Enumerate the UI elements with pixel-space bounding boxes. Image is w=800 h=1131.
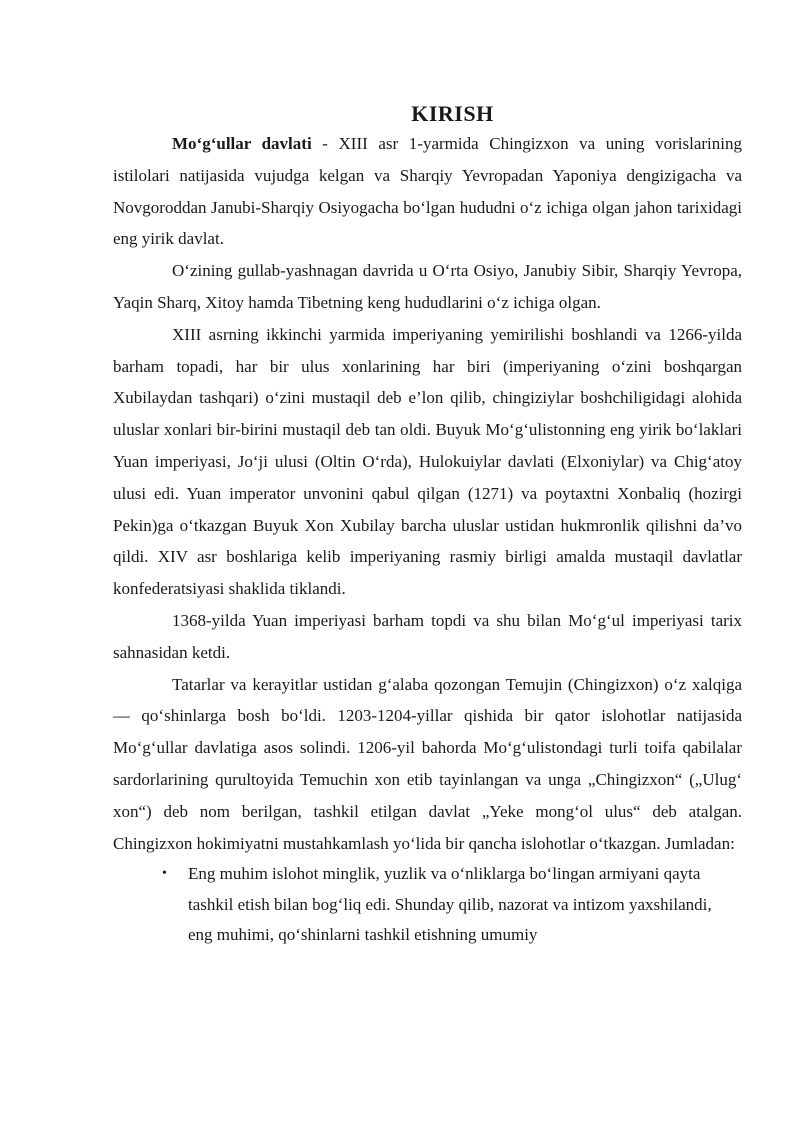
reform-list	[113, 859, 742, 951]
paragraph-decline: XIII asrning ikkinchi yarmida imperiyaning yemirilishi boshlandi va 1266-yilda barham topadi, har bir ulus xonlarining har biri (imperiyaning o‘zini boshqargan Xubilaydan tashqari) o‘zini mustaqil deb e’lon qilib, chingiziylar boshchiligidagi alohida uluslar xonlari bir-birini mustaqil deb tan oldi. Buyuk Mo‘g‘ulistonning eng yirik bo‘laklari Yuan imperiyasi, Jo‘ji ulusi (Oltin O‘rda), Hulokuiylar davlati (Elxoniylar) va Chig‘atoy ulusi edi. Yuan imperator unvonini qabul qilgan (1271) va poytaxtni Xonbaliq (hozirgi Pekin)ga o‘tkazgan Buyuk Xon Xubilay barcha uluslar ustidan hukmronlik qilishni da’vo qildi. XIV asr boshlariga kelib imperiyaning rasmiy birligi amalda mustaqil davlatlar konfederatsiyasi shaklida tiklandi.	[113, 324, 742, 599]
page-title: KIRISH	[411, 101, 494, 126]
paragraph-territory: O‘zining gullab-yashnagan davrida u O‘rta Osiyo, Janubiy Sibir, Sharqiy Yevropa, Yaqin Sharq, Xitoy hamda Tibetning keng hududlarini o‘z ichiga olgan.	[113, 261, 742, 312]
paragraph-text: - XIII asr 1-yarmida Chingizxon va uning vorislarining istilolari natijasida vujudga kelgan va Sharqiy Yevropadan Yaponiya dengizigacha va Novgoroddan Janubi-Sharqiy Osiyogacha bo‘lgan hududni o‘z ichiga olgan jahon tarixidagi eng yirik davlat.	[113, 134, 742, 249]
list-item	[113, 859, 742, 951]
bullet-icon: •	[162, 866, 167, 882]
paragraph-founding: Tatarlar va kerayitlar ustidan g‘alaba qozongan Temujin (Chingizxon) o‘z xalqiga — qo‘shinlarga bosh bo‘ldi. 1203-1204-yillar qishida bir qator islohotlar natijasida Mo‘g‘ullar davlatiga asos solindi. 1206-yil bahorda Mo‘g‘ulistondagi turli toifa qabilalar sardorlarining qurultoyida Temuchin xon etib tayinlangan va unga „Chingizxon“ („Ulug‘ xon“) deb nom berilgan, tashkil etilgan davlat „Yeke mong‘ol ulus“ deb atalgan. Chingizxon hokimiyatni mustahkamlash yo‘lida bir qancha islohotlar o‘tkazgan. Jumladan:	[113, 674, 742, 853]
term-bold: Mo‘g‘ullar davlati	[172, 134, 312, 153]
list-item-text: Eng muhim islohot minglik, yuzlik va o‘nliklarga bo‘lingan armiyani qayta tashkil etish bilan bog‘liq edi. Shunday qilib, nazorat va intizom yaxshilandi, eng muhimi, qo‘shinlarni tashkil etishning umumiy	[188, 864, 712, 945]
paragraph-intro	[113, 128, 742, 255]
document-body	[113, 128, 742, 951]
paragraph-end: 1368-yilda Yuan imperiyasi barham topdi va shu bilan Mo‘g‘ul imperiyasi tarix sahnasidan ketdi.	[113, 610, 742, 662]
